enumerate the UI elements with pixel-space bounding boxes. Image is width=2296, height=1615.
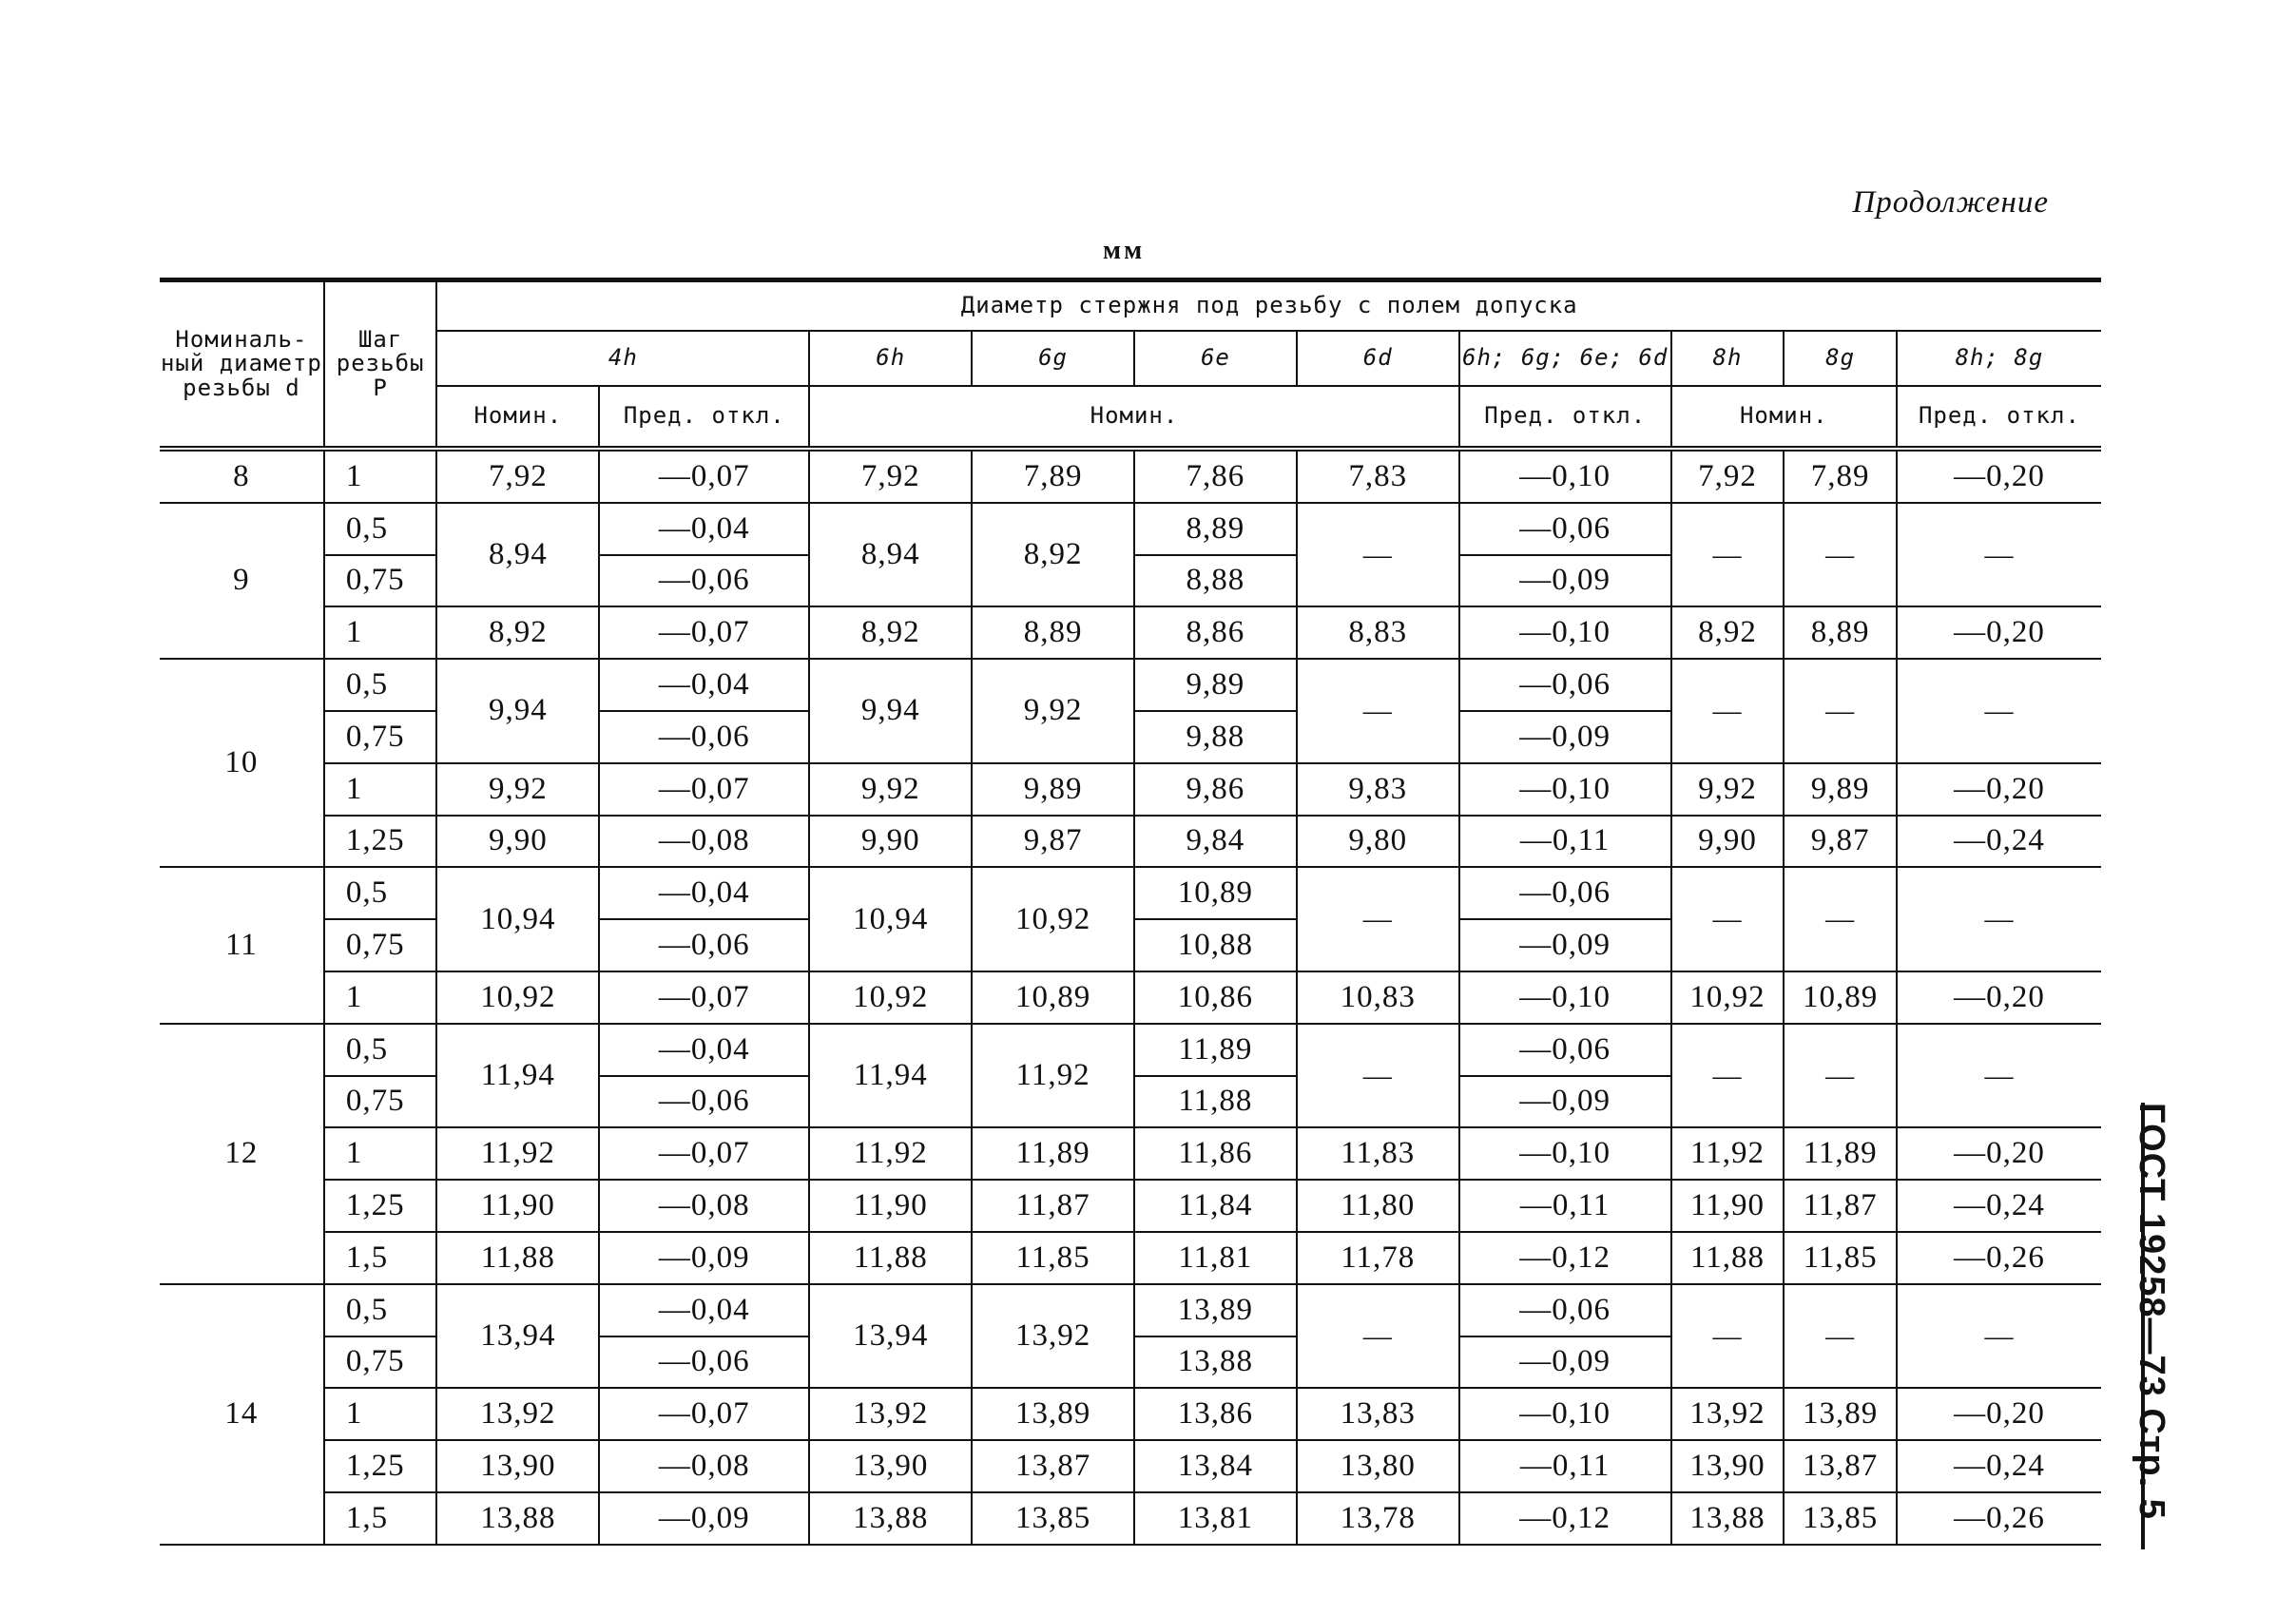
cell-pitch: 0,5 [324, 659, 437, 711]
cell-dev-6: —0,09 [1459, 555, 1671, 607]
cell-nomin-6d: 11,80 [1297, 1180, 1459, 1232]
cell-nomin-4h: 13,88 [436, 1492, 599, 1545]
cell-nomin-6g: 11,92 [972, 1024, 1134, 1128]
cell-nomin-8h: 8,92 [1671, 606, 1785, 659]
cell-nomin-6g: 7,89 [972, 449, 1134, 503]
cell-nomin-6h: 13,90 [809, 1440, 972, 1492]
header-field-6-all: 6h; 6g; 6e; 6d [1459, 331, 1671, 386]
cell-dev-8: —0,20 [1897, 1127, 2101, 1180]
cell-nomin-6e: 11,86 [1134, 1127, 1297, 1180]
header-pitch: Шаг резьбы P [324, 280, 437, 450]
cell-dev-8: —0,24 [1897, 1440, 2101, 1492]
cell-nomin-4h: 11,90 [436, 1180, 599, 1232]
cell-dev-4h: —0,07 [599, 971, 809, 1024]
cell-dev-8: — [1897, 659, 2101, 763]
cell-dev-4h: —0,06 [599, 1076, 809, 1128]
cell-pitch: 1 [324, 449, 437, 503]
cell-nomin-4h: 11,92 [436, 1127, 599, 1180]
cell-dev-4h: —0,06 [599, 711, 809, 763]
cell-nomin-8g: — [1784, 503, 1897, 607]
cell-pitch: 1,25 [324, 1440, 437, 1492]
cell-nomin-6h: 10,92 [809, 971, 972, 1024]
cell-nomin-6g: 9,87 [972, 816, 1134, 868]
cell-dev-4h: —0,08 [599, 1180, 809, 1232]
header-field-6e: 6e [1134, 331, 1297, 386]
cell-pitch: 0,5 [324, 1024, 437, 1076]
cell-nomin-6g: 13,85 [972, 1492, 1134, 1545]
table-row [160, 867, 2101, 919]
header-nomin-4h: Номин. [436, 386, 599, 449]
cell-dev-6: —0,06 [1459, 867, 1671, 919]
cell-nomin-6h: 7,92 [809, 449, 972, 503]
cell-nomin-6g: 11,87 [972, 1180, 1134, 1232]
cell-nomin-6g: 9,92 [972, 659, 1134, 763]
cell-nomin-6e: 10,88 [1134, 919, 1297, 971]
cell-dev-8: —0,20 [1897, 1388, 2101, 1440]
cell-dev-4h: —0,07 [599, 449, 809, 503]
cell-nomin-6d: 13,78 [1297, 1492, 1459, 1545]
cell-nomin-6h: 13,94 [809, 1284, 972, 1389]
header-field-8g: 8g [1784, 331, 1897, 386]
cell-nomin-6e: 11,88 [1134, 1076, 1297, 1128]
cell-nomin-6e: 9,86 [1134, 763, 1297, 816]
header-field-8h: 8h [1671, 331, 1785, 386]
cell-nomin-6d: 8,83 [1297, 606, 1459, 659]
cell-nomin-6d: — [1297, 1284, 1459, 1389]
unit-label: мм [1103, 236, 1146, 265]
cell-nominal-diameter: 12 [160, 1024, 324, 1284]
cell-dev-4h: —0,09 [599, 1492, 809, 1545]
cell-dev-6: —0,10 [1459, 971, 1671, 1024]
cell-dev-8: — [1897, 1024, 2101, 1128]
cell-nomin-4h: 9,90 [436, 816, 599, 868]
cell-nomin-8h: — [1671, 1284, 1785, 1389]
cell-nomin-6h: 11,92 [809, 1127, 972, 1180]
cell-nomin-8g: 9,87 [1784, 816, 1897, 868]
header-field-4h: 4h [436, 331, 809, 386]
cell-nomin-8h: — [1671, 867, 1785, 971]
continuation-label: Продолжение [1852, 185, 2049, 220]
cell-nomin-8g: 13,87 [1784, 1440, 1897, 1492]
header-nominal-diameter: Номиналь-ный диаметр резьбы d [160, 280, 324, 450]
cell-nomin-4h: 10,92 [436, 971, 599, 1024]
cell-dev-6: —0,10 [1459, 606, 1671, 659]
cell-dev-8: —0,20 [1897, 606, 2101, 659]
cell-dev-8: —0,24 [1897, 1180, 2101, 1232]
cell-nominal-diameter: 10 [160, 659, 324, 867]
cell-nomin-8h: 13,90 [1671, 1440, 1785, 1492]
cell-dev-8: —0,26 [1897, 1492, 2101, 1545]
cell-nomin-4h: 11,94 [436, 1024, 599, 1128]
cell-dev-4h: —0,04 [599, 1024, 809, 1076]
cell-pitch: 0,5 [324, 1284, 437, 1336]
cell-nomin-4h: 8,94 [436, 503, 599, 607]
cell-nomin-8g: — [1784, 1024, 1897, 1128]
cell-dev-8: —0,26 [1897, 1232, 2101, 1284]
cell-nomin-6g: 10,92 [972, 867, 1134, 971]
cell-dev-4h: —0,06 [599, 919, 809, 971]
cell-nomin-6h: 9,94 [809, 659, 972, 763]
cell-nomin-6d: 13,83 [1297, 1388, 1459, 1440]
cell-nomin-6g: 8,92 [972, 503, 1134, 607]
cell-nomin-6e: 8,88 [1134, 555, 1297, 607]
cell-dev-4h: —0,08 [599, 816, 809, 868]
cell-nomin-6g: 13,89 [972, 1388, 1134, 1440]
cell-nomin-6d: 9,83 [1297, 763, 1459, 816]
cell-nomin-6h: 9,92 [809, 763, 972, 816]
cell-pitch: 1 [324, 971, 437, 1024]
cell-pitch: 0,75 [324, 1076, 437, 1128]
cell-nomin-6e: 13,89 [1134, 1284, 1297, 1336]
cell-nomin-8h: 11,92 [1671, 1127, 1785, 1180]
cell-nomin-8h: — [1671, 659, 1785, 763]
cell-nomin-6d: — [1297, 1024, 1459, 1128]
cell-nomin-4h: 9,92 [436, 763, 599, 816]
cell-nomin-6e: 8,89 [1134, 503, 1297, 555]
cell-nomin-6g: 11,89 [972, 1127, 1134, 1180]
cell-dev-4h: —0,04 [599, 867, 809, 919]
cell-pitch: 0,75 [324, 711, 437, 763]
cell-nomin-8h: 11,90 [1671, 1180, 1785, 1232]
cell-pitch: 1,25 [324, 1180, 437, 1232]
cell-nomin-4h: 13,94 [436, 1284, 599, 1389]
header-field-8-all: 8h; 8g [1897, 331, 2101, 386]
cell-pitch: 1 [324, 606, 437, 659]
header-dev-8: Пред. откл. [1897, 386, 2101, 449]
cell-dev-4h: —0,06 [599, 555, 809, 607]
table-row [160, 1492, 2101, 1545]
table-row [160, 449, 2101, 503]
cell-nomin-8g: — [1784, 867, 1897, 971]
cell-dev-4h: —0,04 [599, 659, 809, 711]
cell-nomin-6e: 7,86 [1134, 449, 1297, 503]
cell-nomin-6g: 13,87 [972, 1440, 1134, 1492]
table-row [160, 1127, 2101, 1180]
cell-nomin-6e: 10,89 [1134, 867, 1297, 919]
cell-nomin-6d: 9,80 [1297, 816, 1459, 868]
cell-nomin-6h: 8,94 [809, 503, 972, 607]
cell-nomin-8h: 7,92 [1671, 449, 1785, 503]
table-row [160, 763, 2101, 816]
cell-nomin-6e: 11,84 [1134, 1180, 1297, 1232]
cell-nomin-6h: 13,92 [809, 1388, 972, 1440]
cell-nomin-6g: 11,85 [972, 1232, 1134, 1284]
cell-dev-4h: —0,07 [599, 1388, 809, 1440]
cell-nomin-8g: 13,85 [1784, 1492, 1897, 1545]
header-nomin-8: Номин. [1671, 386, 1897, 449]
cell-nomin-6d: 7,83 [1297, 449, 1459, 503]
cell-dev-4h: —0,06 [599, 1336, 809, 1389]
cell-nomin-6e: 9,89 [1134, 659, 1297, 711]
cell-pitch: 0,5 [324, 503, 437, 555]
cell-nomin-4h: 13,90 [436, 1440, 599, 1492]
cell-nomin-6g: 10,89 [972, 971, 1134, 1024]
cell-nomin-4h: 9,94 [436, 659, 599, 763]
cell-nomin-6h: 10,94 [809, 867, 972, 971]
cell-nomin-6e: 13,81 [1134, 1492, 1297, 1545]
cell-nomin-8g: 11,87 [1784, 1180, 1897, 1232]
cell-nomin-8h: 13,92 [1671, 1388, 1785, 1440]
cell-nomin-8g: 9,89 [1784, 763, 1897, 816]
cell-nomin-6e: 8,86 [1134, 606, 1297, 659]
cell-nomin-6h: 13,88 [809, 1492, 972, 1545]
cell-nomin-6g: 9,89 [972, 763, 1134, 816]
thread-rod-diameter-table [160, 278, 2101, 1546]
cell-nomin-8g: 11,85 [1784, 1232, 1897, 1284]
cell-nominal-diameter: 9 [160, 503, 324, 659]
cell-nomin-8h: 11,88 [1671, 1232, 1785, 1284]
table-row [160, 1232, 2101, 1284]
cell-nomin-8g: 7,89 [1784, 449, 1897, 503]
cell-nomin-4h: 11,88 [436, 1232, 599, 1284]
cell-nomin-8h: 10,92 [1671, 971, 1785, 1024]
cell-nomin-8h: — [1671, 503, 1785, 607]
cell-nomin-8g: 11,89 [1784, 1127, 1897, 1180]
cell-nomin-6h: 9,90 [809, 816, 972, 868]
cell-dev-6: —0,06 [1459, 1284, 1671, 1336]
header-nomin-6: Номин. [809, 386, 1458, 449]
table-row [160, 1180, 2101, 1232]
cell-pitch: 1,5 [324, 1232, 437, 1284]
cell-dev-6: —0,12 [1459, 1492, 1671, 1545]
cell-pitch: 1 [324, 763, 437, 816]
header-field-6d: 6d [1297, 331, 1459, 386]
cell-nomin-8h: 9,90 [1671, 816, 1785, 868]
cell-dev-4h: —0,08 [599, 1440, 809, 1492]
cell-dev-8: —0,20 [1897, 763, 2101, 816]
cell-nomin-6h: 11,94 [809, 1024, 972, 1128]
cell-nomin-8g: — [1784, 1284, 1897, 1389]
header-group: Диаметр стержня под резьбу с полем допуска [436, 280, 2101, 332]
table-row [160, 606, 2101, 659]
cell-dev-8: —0,20 [1897, 971, 2101, 1024]
table-row [160, 816, 2101, 868]
cell-nomin-8h: 13,88 [1671, 1492, 1785, 1545]
cell-dev-8: — [1897, 503, 2101, 607]
cell-dev-8: —0,20 [1897, 449, 2101, 503]
cell-nomin-6g: 13,92 [972, 1284, 1134, 1389]
cell-dev-6: —0,09 [1459, 1076, 1671, 1128]
cell-dev-8: — [1897, 1284, 2101, 1389]
table-row [160, 1024, 2101, 1076]
cell-pitch: 0,75 [324, 555, 437, 607]
header-dev-4h: Пред. откл. [599, 386, 809, 449]
cell-dev-6: —0,11 [1459, 1440, 1671, 1492]
cell-nomin-6d: 10,83 [1297, 971, 1459, 1024]
cell-nomin-6e: 9,84 [1134, 816, 1297, 868]
cell-dev-8: — [1897, 867, 2101, 971]
cell-nomin-6d: — [1297, 867, 1459, 971]
cell-nomin-6e: 11,81 [1134, 1232, 1297, 1284]
table-header [160, 280, 2101, 450]
table-row [160, 971, 2101, 1024]
cell-nomin-4h: 10,94 [436, 867, 599, 971]
cell-nominal-diameter: 11 [160, 867, 324, 1023]
standard-page-label: ГОСТ 19258—73 Стр. 5 [2132, 1103, 2171, 1520]
cell-pitch: 1 [324, 1388, 437, 1440]
table-row [160, 1440, 2101, 1492]
cell-dev-6: —0,10 [1459, 763, 1671, 816]
table-body [160, 449, 2101, 1545]
cell-dev-6: —0,11 [1459, 1180, 1671, 1232]
cell-nomin-6h: 8,92 [809, 606, 972, 659]
cell-pitch: 1,5 [324, 1492, 437, 1545]
cell-nomin-6e: 10,86 [1134, 971, 1297, 1024]
cell-nominal-diameter: 8 [160, 449, 324, 503]
cell-pitch: 1 [324, 1127, 437, 1180]
cell-nomin-6d: — [1297, 503, 1459, 607]
cell-dev-4h: —0,04 [599, 1284, 809, 1336]
table-row [160, 1284, 2101, 1336]
cell-pitch: 0,75 [324, 919, 437, 971]
cell-dev-6: —0,10 [1459, 1127, 1671, 1180]
cell-nomin-8g: 13,89 [1784, 1388, 1897, 1440]
cell-nomin-6d: — [1297, 659, 1459, 763]
cell-nomin-6e: 13,88 [1134, 1336, 1297, 1389]
cell-dev-6: —0,09 [1459, 919, 1671, 971]
cell-pitch: 1,25 [324, 816, 437, 868]
cell-nomin-6e: 9,88 [1134, 711, 1297, 763]
cell-nomin-6e: 13,86 [1134, 1388, 1297, 1440]
header-field-6g: 6g [972, 331, 1134, 386]
table-row [160, 1388, 2101, 1440]
cell-dev-4h: —0,07 [599, 606, 809, 659]
cell-pitch: 0,75 [324, 1336, 437, 1389]
cell-dev-6: —0,06 [1459, 659, 1671, 711]
cell-nomin-6g: 8,89 [972, 606, 1134, 659]
cell-nomin-8g: 8,89 [1784, 606, 1897, 659]
table-row [160, 659, 2101, 711]
cell-dev-8: —0,24 [1897, 816, 2101, 868]
cell-nomin-8h: 9,92 [1671, 763, 1785, 816]
cell-nomin-8g: — [1784, 659, 1897, 763]
cell-dev-6: —0,09 [1459, 1336, 1671, 1389]
cell-nomin-8g: 10,89 [1784, 971, 1897, 1024]
cell-nomin-8h: — [1671, 1024, 1785, 1128]
cell-nomin-4h: 7,92 [436, 449, 599, 503]
cell-dev-6: —0,11 [1459, 816, 1671, 868]
cell-nomin-6d: 11,78 [1297, 1232, 1459, 1284]
cell-nomin-6d: 11,83 [1297, 1127, 1459, 1180]
cell-dev-4h: —0,09 [599, 1232, 809, 1284]
cell-nomin-6h: 11,90 [809, 1180, 972, 1232]
cell-dev-4h: —0,04 [599, 503, 809, 555]
cell-nomin-6d: 13,80 [1297, 1440, 1459, 1492]
cell-nomin-4h: 8,92 [436, 606, 599, 659]
cell-dev-6: —0,09 [1459, 711, 1671, 763]
cell-dev-6: —0,12 [1459, 1232, 1671, 1284]
cell-nomin-6e: 11,89 [1134, 1024, 1297, 1076]
header-dev-6: Пред. откл. [1459, 386, 1671, 449]
cell-dev-6: —0,06 [1459, 1024, 1671, 1076]
table-row [160, 503, 2101, 555]
cell-dev-6: —0,10 [1459, 449, 1671, 503]
cell-pitch: 0,5 [324, 867, 437, 919]
cell-nominal-diameter: 14 [160, 1284, 324, 1545]
header-field-6h: 6h [809, 331, 972, 386]
cell-dev-6: —0,06 [1459, 503, 1671, 555]
cell-nomin-6e: 13,84 [1134, 1440, 1297, 1492]
cell-nomin-4h: 13,92 [436, 1388, 599, 1440]
cell-dev-4h: —0,07 [599, 1127, 809, 1180]
cell-nomin-6h: 11,88 [809, 1232, 972, 1284]
cell-dev-4h: —0,07 [599, 763, 809, 816]
cell-dev-6: —0,10 [1459, 1388, 1671, 1440]
